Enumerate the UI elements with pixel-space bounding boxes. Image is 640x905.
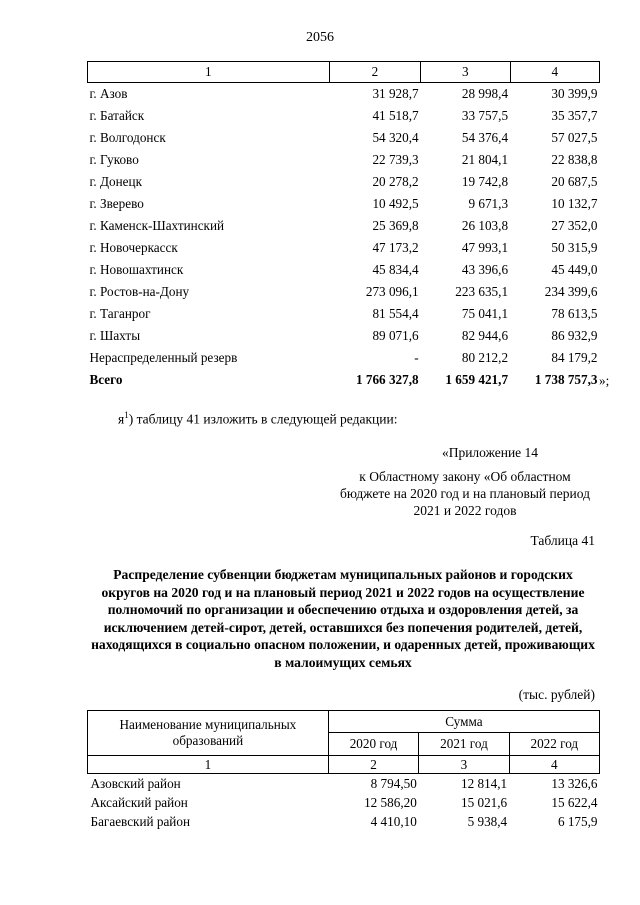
table-header-row [88,62,600,83]
table-row [88,259,600,281]
index-cell: 3 [419,756,509,774]
table-row [88,325,600,347]
value-2021: 21 804,1 [461,152,509,167]
value-2020: 20 278,2 [372,174,419,189]
value-2020: 1 766 327,8 [355,372,419,387]
units-label: (тыс. рублей) [518,687,595,702]
row-name: Азовский район [90,775,181,791]
table-row [88,127,600,149]
value-2022: 30 399,9 [551,86,598,101]
value-2021: 5 938,4 [467,813,508,829]
appendix-number: «Приложение 14 [441,445,539,460]
table-row [88,83,600,106]
value-2022: 27 352,0 [551,218,598,233]
value-2022: 1 738 757,3 [534,372,598,387]
value-2020: 31 928,7 [372,86,419,101]
value-2020: 54 320,4 [372,130,419,145]
value-2020: 22 739,3 [372,152,419,167]
value-2020: 41 518,7 [372,108,419,123]
header-cell: 4 [510,62,599,83]
value-2020: 89 071,6 [372,328,419,343]
value-2022: 45 449,0 [551,262,598,277]
table-row [88,774,600,794]
table-row [88,812,600,831]
value-2021: 1 659 421,7 [445,372,509,387]
index-cell: 4 [509,756,599,774]
row-name: г. Новошахтинск [89,262,184,277]
value-2022: 86 932,9 [551,328,598,343]
header-cell: 3 [421,62,510,83]
value-2022: 13 326,6 [551,775,598,791]
value-2020: 8 794,50 [370,775,417,791]
table-row [88,793,600,812]
value-2020: 10 492,5 [372,196,419,211]
row-name: г. Новочеркасск [89,240,178,255]
value-2021: 15 021,6 [460,794,508,810]
value-2020: 12 586,20 [364,794,417,810]
footnote-marker: 1 [124,410,129,420]
sum-header: Сумма [328,711,599,733]
col-name-header: Наименование муниципальных образований [88,711,329,756]
row-name: Аксайский район [90,794,188,810]
appendix-reference: к Областному закону «Об областном бюджете на 2020 год и на плановый период 2021 и 2022 годов [340,469,590,518]
year-header: 2020 год [328,733,419,756]
table-title: Распределение субвенции бюджетам муниципальных районов и городских округов на 2020 год и на плановый период 2021 и 2022 годов на осуществление полномочий по организации и обеспечению отдыха и оздоровления детей, за исключением детей-сирот, детей, оставшихся без попечения родителей, детей, находящихся в социально опасном положении, и одаренных детей, проживающих в малоимущих семьях [91,567,595,670]
row-name: г. Зверево [89,196,144,211]
value-2021: 47 993,1 [461,240,509,255]
header-cell: 1 [88,62,330,83]
row-name: Всего [89,372,123,387]
value-2020: 47 173,2 [372,240,419,255]
value-2020: - [414,350,419,365]
year-header: 2022 год [509,733,599,756]
table-row [88,171,600,193]
value-2022: 6 175,9 [557,813,598,829]
row-name: г. Батайск [89,108,145,123]
value-2022: 35 357,7 [551,108,598,123]
row-name: г. Донецк [89,174,142,189]
value-2021: 28 998,4 [461,86,509,101]
value-2020: 45 834,4 [372,262,419,277]
value-2020: 81 554,4 [372,306,419,321]
table-row [88,149,600,171]
value-2020: 4 410,10 [370,813,417,829]
value-2021: 12 814,1 [460,775,508,791]
table-row [88,193,600,215]
value-2022: 234 399,6 [544,284,598,299]
value-2020: 273 096,1 [365,284,419,299]
row-name: г. Гуково [89,152,139,167]
value-2022: 20 687,5 [551,174,598,189]
table-header-row [88,711,600,733]
year-header: 2021 год [419,733,509,756]
table-label: Таблица 41 [530,533,595,548]
row-name: Багаевский район [90,813,191,829]
value-2021: 82 944,6 [461,328,509,343]
value-2021: 223 635,1 [455,284,509,299]
paragraph-text: ) таблицу 41 изложить в следующей редакции: [128,411,398,427]
value-2022: 10 132,7 [551,196,598,211]
row-name: г. Каменск-Шахтинский [89,218,225,233]
paragraph-prefix: я [118,411,125,427]
value-2022: 22 838,8 [551,152,598,167]
row-name: г. Ростов-на-Дону [89,284,190,299]
table-row [88,215,600,237]
value-2020: 25 369,8 [372,218,419,233]
value-2021: 19 742,8 [461,174,509,189]
page-number: 2056 [306,30,334,45]
table-row [88,105,600,127]
value-2021: 26 103,8 [461,218,509,233]
value-2021: 9 671,3 [468,196,509,211]
index-row [88,756,600,774]
row-name: г. Таганрог [89,306,151,321]
value-2022: 15 622,4 [551,794,598,810]
row-name: г. Азов [89,86,128,101]
value-2021: 75 041,1 [461,306,509,321]
subsidy-table-41 [87,710,600,831]
value-2022: 57 027,5 [551,130,598,145]
value-2021: 43 396,6 [461,262,509,277]
table-row [88,237,600,259]
table-row [88,303,600,325]
value-2021: 54 376,4 [461,130,509,145]
amendment-paragraph [118,410,397,428]
header-cell: 2 [329,62,420,83]
row-name: г. Волгодонск [89,130,166,145]
table-end-quote: »; [599,373,610,388]
value-2021: 80 212,2 [461,350,509,365]
subsidy-table-continued [87,61,600,391]
row-name: Нераспределенный резерв [89,350,238,365]
index-cell: 2 [328,756,419,774]
value-2022: 50 315,9 [551,240,598,255]
index-cell: 1 [88,756,329,774]
table-row [88,281,600,303]
row-name: г. Шахты [89,328,141,343]
total-row [88,369,600,391]
value-2022: 78 613,5 [551,306,598,321]
value-2021: 33 757,5 [461,108,509,123]
table-row [88,347,600,369]
value-2022: 84 179,2 [551,350,598,365]
